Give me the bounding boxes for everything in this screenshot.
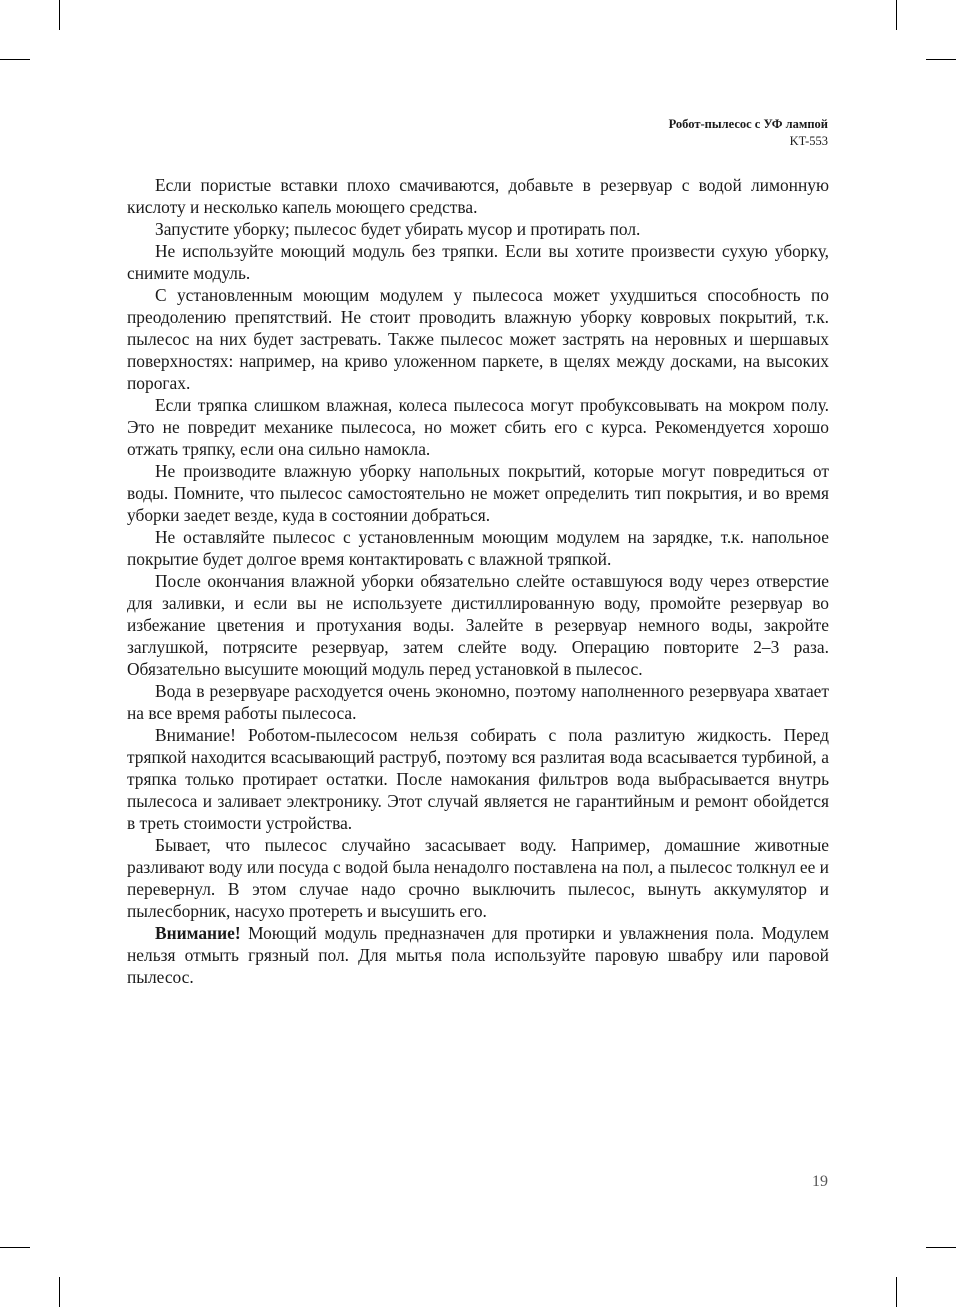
body-text [127,174,829,988]
header-model: KT-553 [789,134,828,148]
crop-mark-bottom-left-v [59,1277,60,1307]
paragraph: С установленным моющим модулем у пылесоса может ухудшиться способность по преодолению препятствий. Не стоит проводить влажную уборку ковровых покрытий, т.к. пылесос на них будет застревать. Также пылесос может застрять на неровных и шершавых поверхностях: например, на криво уложенном паркете, в щелях между досками, на высоких порогах. [127,285,829,393]
paragraph: Не производите влажную уборку напольных покрытий, которые могут повредиться от воды. Помните, что пылесос самостоятельно не может определить тип покрытия, и во время уборки заедет везде, куда в состоянии добраться. [127,461,829,525]
paragraph: Если тряпка слишком влажная, колеса пылесоса могут пробуксовывать на мокром полу. Это не повредит механике пылесоса, но может сбить его с курса. Рекомендуется хорошо отжать тряпку, если она сильно намокла. [127,395,829,459]
crop-mark-top-right-v [896,0,897,30]
paragraph: После окончания влажной уборки обязательно слейте оставшуюся воду через отверстие для заливки, и если вы не используете дистиллированную воду, промойте резервуар во избежание цветения и протухания воды. Залейте в резервуар немного воды, закройте заглушкой, потрясите резервуар, затем слейте воду. Операцию повторите 2–3 раза. Обязательно высушите моющий модуль перед установкой в пылесос. [127,571,829,679]
warning-text: Моющий модуль предназначен для протирки и увлажнения пола. Модулем нельзя отмыть грязный пол. Для мытья пола используйте паровую швабру или паровой пылесос. [127,923,829,987]
crop-mark-top-right-h [926,59,956,60]
warning-lead: Внимание! [155,923,241,943]
paragraph: Внимание! Роботом-пылесосом нельзя собирать с пола разлитую жидкость. Перед тряпкой находится всасывающий раструб, поэтому вся разлитая вода всасывается турбиной, а тряпка только протирает остатки. После намокания фильтров вода выбрасывается внутрь пылесоса и заливает электронику. Этот случай является не гарантийным и ремонт обойдется в треть стоимости устройства. [127,725,829,833]
page-number: 19 [812,1173,828,1190]
paragraph: Не оставляйте пылесос с установленным моющим модулем на зарядке, т.к. напольное покрытие будет долгое время контактировать с влажной тряпкой. [127,527,829,569]
crop-mark-bottom-right-h [926,1247,956,1248]
paragraph: Бывает, что пылесос случайно засасывает воду. Например, домашние животные разливают воду или посуда с водой была ненадолго поставлена на пол, а пылесос толкнул ее и перевернул. В этом случае надо срочно выключить пылесос, вынуть аккумулятор и пылесборник, насухо протереть и высушить его. [127,835,829,921]
crop-mark-bottom-right-v [896,1277,897,1307]
paragraph: Запустите уборку; пылесос будет убирать мусор и протирать пол. [155,219,641,239]
paragraph: Вода в резервуаре расходуется очень экономно, поэтому наполненного резервуара хватает на все время работы пылесоса. [127,681,829,723]
crop-mark-top-left-v [59,0,60,30]
crop-mark-top-left-h [0,59,30,60]
paragraph: Если пористые вставки плохо смачиваются, добавьте в резервуар с водой лимонную кислоту и несколько капель моющего средства. [127,175,829,217]
final-paragraph [127,922,829,988]
header-title: Робот-пылесос с УФ лампой [668,117,828,131]
running-header [669,116,828,150]
paragraph: Не используйте моющий модуль без тряпки. Если вы хотите произвести сухую уборку, снимите модуль. [127,241,829,283]
crop-mark-bottom-left-h [0,1247,30,1248]
